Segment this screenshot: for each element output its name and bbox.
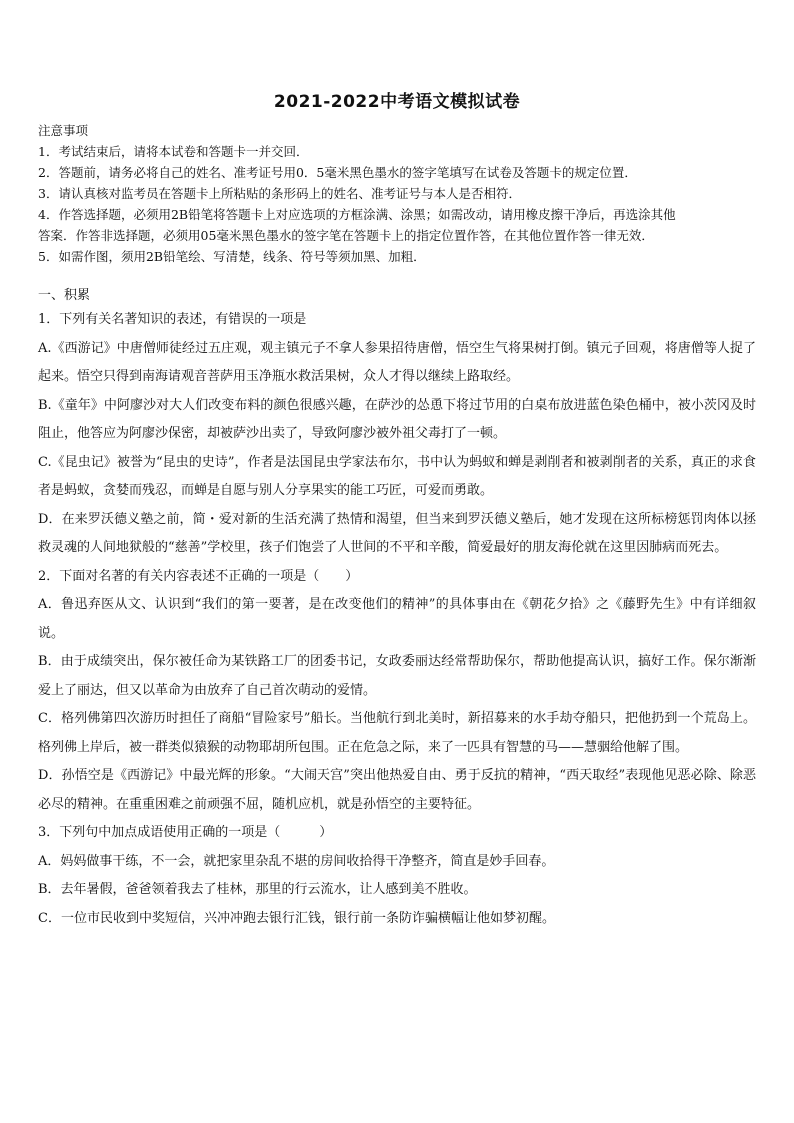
notice-item: 1．考试结束后，请将本试卷和答题卡一并交回． bbox=[38, 144, 309, 159]
question-1-option-d: D．在来罗沃德义塾之前，简・爱对新的生活充满了热情和渴望，但当来到罗沃德义塾后，她才发现在这所标榜惩罚肉体以拯救灵魂的人间地狱般的“慈善”学校里，孩子们饱尝了人世间的不平和辛酸，简爱最好的朋友海伦就在这里因肺病而死去。 bbox=[38, 511, 756, 555]
question-1-option-b: B.《童年》中阿廖沙对大人们改变布料的颜色很感兴趣，在萨沙的怂恿下将过节用的白桌布放进蓝色染色桶中，被小茨冈及时阻止，他答应为阿廖沙保密，却被萨沙出卖了，导致阿廖沙被外祖父毒打了一顿。 bbox=[38, 397, 756, 441]
notice-item: 2．答题前，请务必将自己的姓名、准考证号用0．5毫米黑色墨水的签字笔填写在试卷及答题卡的规定位置． bbox=[38, 165, 637, 180]
notice-item: 3．请认真核对监考员在答题卡上所粘贴的条形码上的姓名、准考证号与本人是否相符． bbox=[38, 186, 521, 201]
section-heading: 一、积累 bbox=[38, 288, 91, 303]
notice-item: 答案．作答非选择题，必须用05毫米黑色墨水的签字笔在答题卡上的指定位置作答，在其他位置作答一律无效． bbox=[38, 228, 654, 243]
notice-block bbox=[38, 120, 758, 267]
question-3-option-c: C．一位市民收到中奖短信，兴冲冲跑去银行汇钱，银行前一条防诈骗横幅让他如梦初醒。 bbox=[38, 910, 555, 926]
question-2-option-d: D．孙悟空是《西游记》中最光辉的形象。“大闹天宫”突出他热爱自由、勇于反抗的精神，“西天取经”表现他见恶必除、除恶必尽的精神。在重重困难之前顽强不屈，随机应机，就是孙悟空的主要特征。 bbox=[38, 768, 756, 812]
notice-heading: 注意事项 bbox=[38, 123, 89, 138]
question-3-option-b: B．去年暑假，爸爸领着我去了桂林，那里的行云流水，让人感到美不胜收。 bbox=[38, 882, 477, 897]
question-2-option-b: B．由于成绩突出，保尔被任命为某铁路工厂的团委书记，女政委丽达经常帮助保尔，帮助他提高认识，搞好工作。保尔渐渐爱上了丽达，但又以革命为由放弃了自己首次萌动的爱情。 bbox=[38, 654, 756, 698]
question-2-stem: 2．下面对名著的有关内容表述不正确的一项是（ ） bbox=[38, 568, 359, 584]
exam-title: 2021-2022中考语文模拟试卷 bbox=[273, 92, 521, 112]
question-2-option-a: A．鲁迅弃医从文、认识到“我们的第一要著，是在改变他们的精神”的具体事由在《朝花夕拾》之《藤野先生》中有详细叙说。 bbox=[38, 597, 756, 641]
notice-item: 4．作答选择题，必须用2B铅笔将答题卡上对应选项的方框涂满、涂黑；如需改动，请用橡皮擦干净后，再选涂其他 bbox=[38, 207, 676, 222]
question-2-option-c: C．格列佛第四次游历时担任了商船“冒险家号”船长。当他航行到北美时，新招募来的水手劫夺船只，把他扔到一个荒岛上。格列佛上岸后，被一群类似猿猴的动物耶胡所包围。正在危急之际，来了一匹具有智慧的马——慧骃给他解了围。 bbox=[38, 711, 756, 755]
question-3-option-a: A．妈妈做事干练，不一会，就把家里杂乱不堪的房间收拾得干净整齐，简直是妙手回春。 bbox=[38, 853, 555, 869]
question-1-option-c: C.《昆虫记》被誉为“昆虫的史诗”，作者是法国昆虫学家法布尔，书中认为蚂蚁和蝉是剥削者和被剥削者的关系，真正的求食者是蚂蚁，贪婪而残忍，而蝉是自愿与别人分享果实的能工巧匠，可爱而勇敢。 bbox=[38, 454, 756, 498]
question-3-stem: 3．下列句中加点成语使用正确的一项是（ ） bbox=[38, 825, 333, 840]
notice-item: 5．如需作图，须用2B铅笔绘、写清楚，线条、符号等须加黑、加粗． bbox=[38, 249, 426, 264]
question-1-stem: 1．下列有关名著知识的表述，有错误的一项是 bbox=[38, 312, 307, 327]
question-block bbox=[38, 306, 756, 933]
question-1-option-a: A.《西游记》中唐僧师徒经过五庄观，观主镇元子不拿人参果招待唐僧，悟空生气将果树打倒。镇元子回观，将唐僧等人捉了起来。悟空只得到南海请观音菩萨用玉净瓶水救活果树，众人才得以继续上路取经。 bbox=[38, 340, 756, 384]
